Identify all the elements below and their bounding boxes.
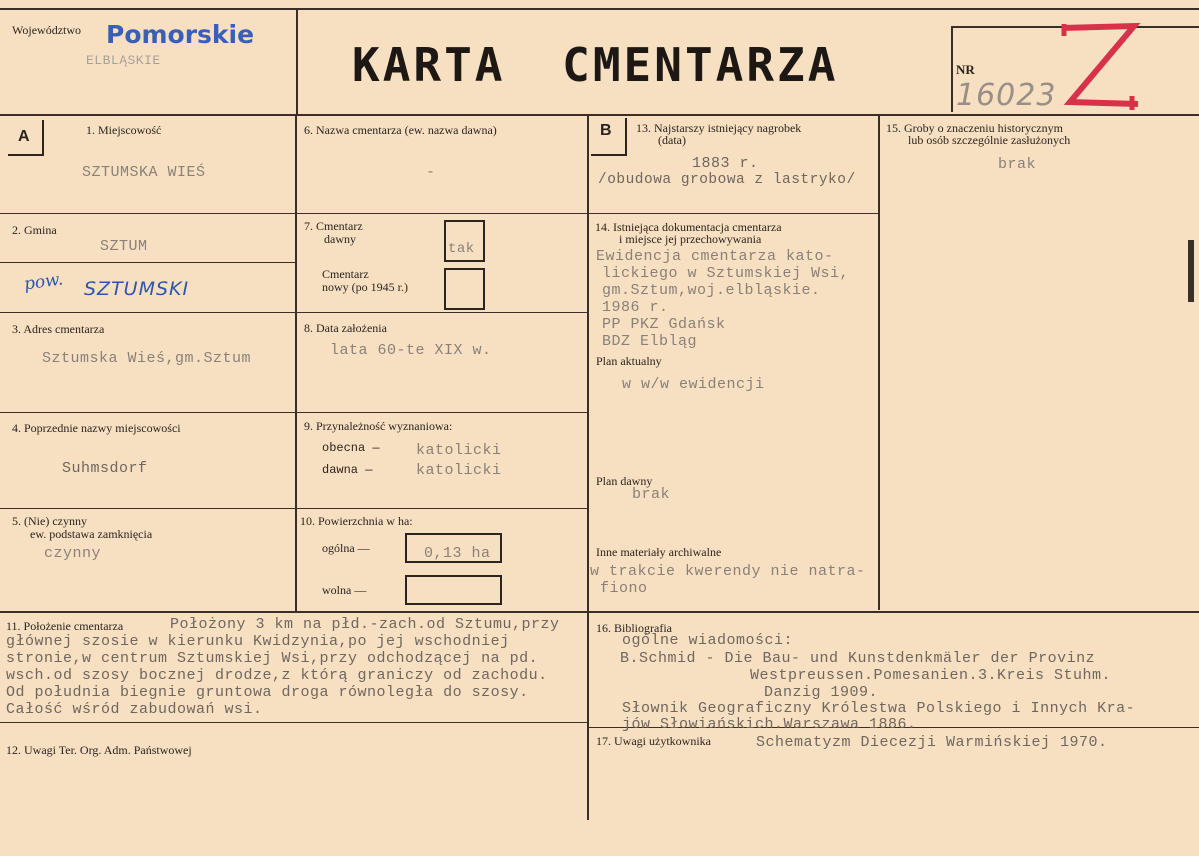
edge-tab-mark	[1188, 240, 1194, 302]
plan-dawny-label: Plan dawny	[596, 474, 653, 488]
inne-materialy-line: w trakcie kwerendy nie natra-	[590, 563, 866, 580]
field-11-line: Od południa biegnie gruntowa droga równoległa do szosy.	[6, 684, 529, 701]
field-14-doc-line: PP PKZ Gdańsk	[602, 316, 726, 333]
header-bottom-rule	[0, 114, 1199, 116]
field-2-pow-handwritten: pow.	[22, 269, 65, 295]
wojewodztwo-stamp: Pomorskie	[106, 20, 255, 49]
field-14-label-1: 14. Istniejąca dokumentacja cmentarza	[595, 220, 782, 234]
field-3-value: Sztumska Wieś,gm.Sztum	[42, 350, 252, 367]
field-13-label-2: (data)	[658, 133, 686, 147]
nr-box-left	[951, 26, 953, 112]
top-border	[0, 8, 1199, 10]
field-16-line: ogólne wiadomości:	[622, 632, 794, 649]
field-16-label: 16. Bibliografia	[596, 621, 672, 635]
field-2-pow-value: SZTUMSKI	[84, 278, 190, 300]
field-11-line: głównej szosie w kierunku Kwidzynia,po jej wschodniej	[6, 633, 510, 650]
field-5-value: czynny	[44, 545, 102, 562]
section-a-letter: A	[18, 128, 30, 145]
field-6-value: -	[426, 164, 436, 181]
field-14-doc-line: Ewidencja cmentarza kato-	[596, 248, 834, 265]
category-mark-z	[1052, 18, 1142, 112]
field-16-line: B.Schmid - Die Bau- und Kunstdenkmäler der Provinz	[620, 650, 1096, 667]
rule-main-bottom	[0, 611, 1199, 613]
col-divider-2	[587, 116, 589, 820]
nr-value: 16023	[956, 78, 1057, 113]
plan-aktualny-label: Plan aktualny	[596, 354, 662, 368]
rule-b1	[587, 213, 878, 214]
field-2-value: SZTUM	[100, 238, 148, 255]
field-16-line: Słownik Geograficzny Królestwa Polskiego i Innych Kra-	[622, 700, 1136, 717]
field-3-label: 3. Adres cmentarza	[12, 322, 105, 336]
field-10-label: 10. Powierzchnia w ha:	[300, 514, 413, 528]
field-7-checkbox-nowy	[444, 268, 485, 310]
field-2-label: 2. Gmina	[12, 223, 57, 237]
section-b-letter: B	[600, 122, 612, 139]
field-15-value: brak	[998, 156, 1037, 173]
inne-materialy-line: fiono	[600, 580, 648, 597]
field-10-ogolna-value: 0,13 ha	[424, 545, 491, 562]
field-10-wolna-box	[405, 575, 502, 605]
rule-a1	[0, 213, 587, 214]
field-7-label-a1: 7. Cmentarz	[304, 219, 363, 233]
rule-a3	[0, 312, 587, 313]
field-16-line: Westpreussen.Pomesanien.3.Kreis Stuhm.	[750, 667, 1112, 684]
inne-materialy-label: Inne materiały archiwalne	[596, 545, 722, 559]
field-8-label: 8. Data założenia	[304, 321, 387, 335]
field-13-label-1: 13. Najstarszy istniejący nagrobek	[636, 121, 802, 135]
field-9-dawna-value: katolicki	[416, 462, 502, 479]
header-left-divider	[296, 8, 298, 116]
field-4-value: Suhmsdorf	[62, 460, 148, 477]
field-7-label-a2: dawny	[324, 232, 356, 246]
field-12-label: 12. Uwagi Ter. Org. Adm. Państwowej	[6, 743, 192, 757]
field-13-value-2: /obudowa grobowa z lastryko/	[598, 172, 856, 188]
field-7-label-b2: nowy (po 1945 r.)	[322, 280, 408, 294]
rule-11-bottom	[0, 722, 587, 723]
field-16-line: Danzig 1909.	[764, 684, 879, 701]
rule-a2	[0, 262, 295, 263]
field-16-line: jów Słowiańskich.Warszawa 1886.	[622, 716, 917, 733]
field-10-ogolna-label: ogólna —	[322, 541, 370, 555]
rule-a5	[0, 508, 587, 509]
field-5-label-1: 5. (Nie) czynny	[12, 514, 87, 528]
nr-label: NR	[956, 62, 975, 77]
field-14-doc-line: lickiego w Sztumskiej Wsi,	[602, 265, 850, 282]
field-14-label-2: i miejsce jej przechowywania	[619, 232, 762, 246]
field-11-label: 11. Położenie cmentarza	[6, 619, 124, 633]
field-14-doc-list	[596, 248, 850, 350]
field-11-line: Położony 3 km na płd.-zach.od Sztumu,przy	[170, 616, 560, 633]
field-11-line: Całość wśród zabudowań wsi.	[6, 701, 263, 718]
field-8-value: lata 60-te XIX w.	[330, 342, 492, 359]
field-13-value-1: 1883 r.	[692, 155, 759, 172]
field-4-label: 4. Poprzednie nazwy miejscowości	[12, 421, 181, 435]
field-7-label-b1: Cmentarz	[322, 267, 369, 281]
field-6-label: 6. Nazwa cmentarza (ew. nazwa dawna)	[304, 123, 497, 137]
col-divider-3	[878, 116, 880, 610]
field-15-label-2: lub osób szczególnie zasłużonych	[908, 133, 1071, 147]
field-9-dawna-label: dawna —	[322, 463, 373, 477]
field-9-obecna-label: obecna —	[322, 441, 380, 455]
wojewodztwo-label: Województwo	[12, 23, 82, 37]
plan-dawny-value: brak	[632, 486, 671, 503]
field-9-label: 9. Przynależność wyznaniowa:	[304, 419, 453, 433]
field-17-value: Schematyzm Diecezji Warmińskiej 1970.	[756, 734, 1108, 751]
card-title: KARTA CMENTARZA	[352, 38, 839, 92]
field-15-label-1: 15. Groby o znaczeniu historycznym	[886, 121, 1063, 135]
field-5-label-2: ew. podstawa zamknięcia	[30, 527, 153, 541]
field-14-doc-line: 1986 r.	[602, 299, 669, 316]
wojewodztwo-typed: ELBLĄSKIE	[86, 53, 161, 68]
field-1-label: 1. Miejscowość	[86, 123, 162, 137]
field-11-line: wsch.od szosy bocznej drodze,z którą graniczy od zachodu.	[6, 667, 548, 684]
field-14-doc-line: gm.Sztum,woj.elbląskie.	[602, 282, 821, 299]
field-9-obecna-value: katolicki	[416, 442, 502, 459]
field-1-value: SZTUMSKA WIEŚ	[82, 164, 206, 181]
plan-aktualny-value: w w/w ewidencji	[622, 376, 765, 393]
col-divider-1	[295, 116, 297, 612]
field-14-doc-line: BDZ Elbląg	[602, 333, 698, 350]
rule-a4	[0, 412, 587, 413]
field-10-wolna-label: wolna —	[322, 583, 367, 597]
field-17-label: 17. Uwagi użytkownika	[596, 734, 711, 748]
field-7-value-a: tak	[448, 241, 475, 257]
field-11-line: stronie,w centrum Sztumskiej Wsi,przy odchodzącej na pd.	[6, 650, 539, 667]
